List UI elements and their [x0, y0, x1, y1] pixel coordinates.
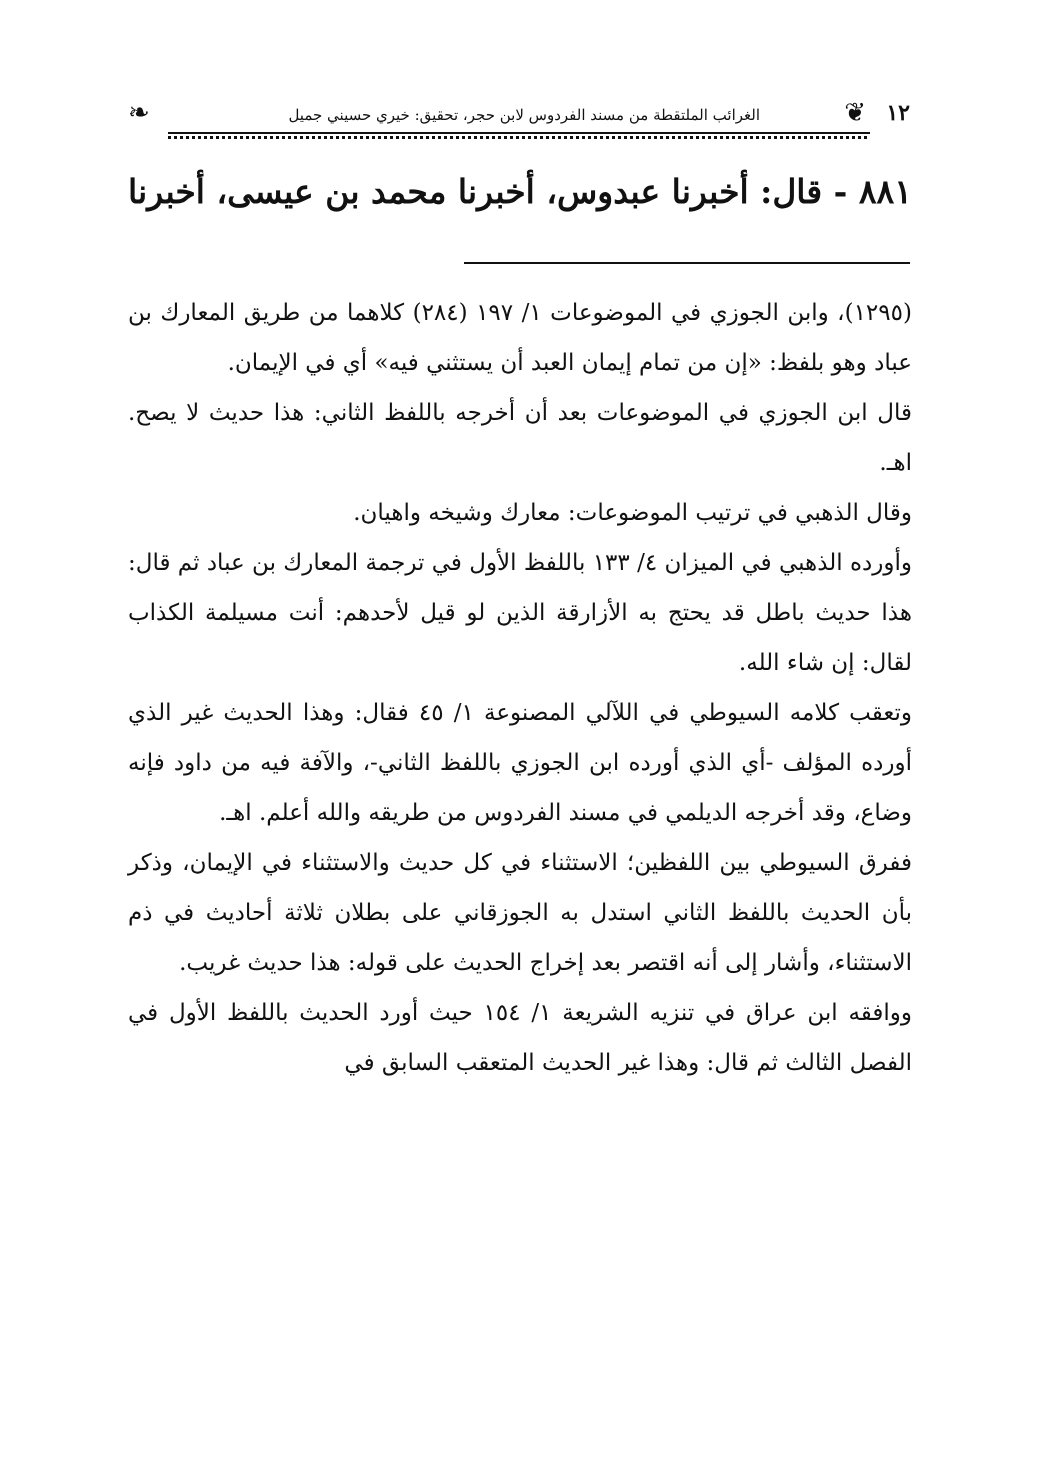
page-number: ١٢	[886, 100, 910, 126]
footnotes	[128, 288, 912, 1088]
footnote-paragraph: وأورده الذهبي في الميزان ٤/ ١٣٣ باللفظ الأول في ترجمة المعارك بن عباد ثم قال: هذا حديث باطل قد يحتج به الأزارقة الذين لو قيل لأحدهم: أنت مسيلمة الكذاب لقال: إن شاء الله.	[128, 550, 912, 676]
footnote-paragraph: وقال الذهبي في ترتيب الموضوعات: معارك وشيخه واهيان.	[353, 500, 912, 526]
floral-ornament-icon: ❦	[844, 98, 866, 128]
footnote-separator	[464, 262, 910, 264]
footnote-paragraph: (١٢٩٥)، وابن الجوزي في الموضوعات ١/ ١٩٧ (٢٨٤) كلاهما من طريق المعارك بن عباد وهو بلفظ: «إن من تمام إيمان العبد أن يستثني فيه» أي في الإيمان.	[128, 300, 912, 376]
floral-ornament-icon: ❧	[128, 98, 150, 128]
footnote-paragraph: ووافقه ابن عراق في تنزيه الشريعة ١/ ١٥٤ حيث أورد الحديث باللفظ الأول في الفصل الثالث ثم قال: وهذا غير الحديث المتعقب السابق في	[128, 1000, 913, 1076]
hadith-text: ٨٨١ - قال: أخبرنا عبدوس، أخبرنا محمد بن عيسى، أخبرنا	[128, 172, 912, 211]
header-rule-dotted	[168, 136, 870, 139]
footnote-paragraph: ففرق السيوطي بين اللفظين؛ الاستثناء في كل حديث والاستثناء في الإيمان، وذكر بأن الحديث باللفظ الثاني استدل به الجوزقاني على بطلان ثلاثة أحاديث في ذم الاستثناء، وأشار إلى أنه اقتصر بعد إخراج الحديث على قوله: هذا حديث غريب.	[128, 850, 912, 976]
footnote-paragraph: وتعقب كلامه السيوطي في اللآلي المصنوعة ١/ ٤٥ فقال: وهذا الحديث غير الذي أورده المؤلف -أي الذي أورده ابن الجوزي باللفظ الثاني-، والآفة فيه من داود فإنه وضاع، وقد أخرجه الديلمي في مسند الفردوس من طريقه والله أعلم. اهـ.	[128, 700, 912, 826]
footnote-paragraph: قال ابن الجوزي في الموضوعات بعد أن أخرجه باللفظ الثاني: هذا حديث لا يصح. اهـ.	[128, 400, 912, 476]
header-title: الغرائب الملتقطة من مسند الفردوس لابن حجر، تحقيق: خيري حسيني جميل	[288, 106, 760, 124]
header-rule	[168, 132, 870, 134]
running-header	[128, 98, 910, 138]
